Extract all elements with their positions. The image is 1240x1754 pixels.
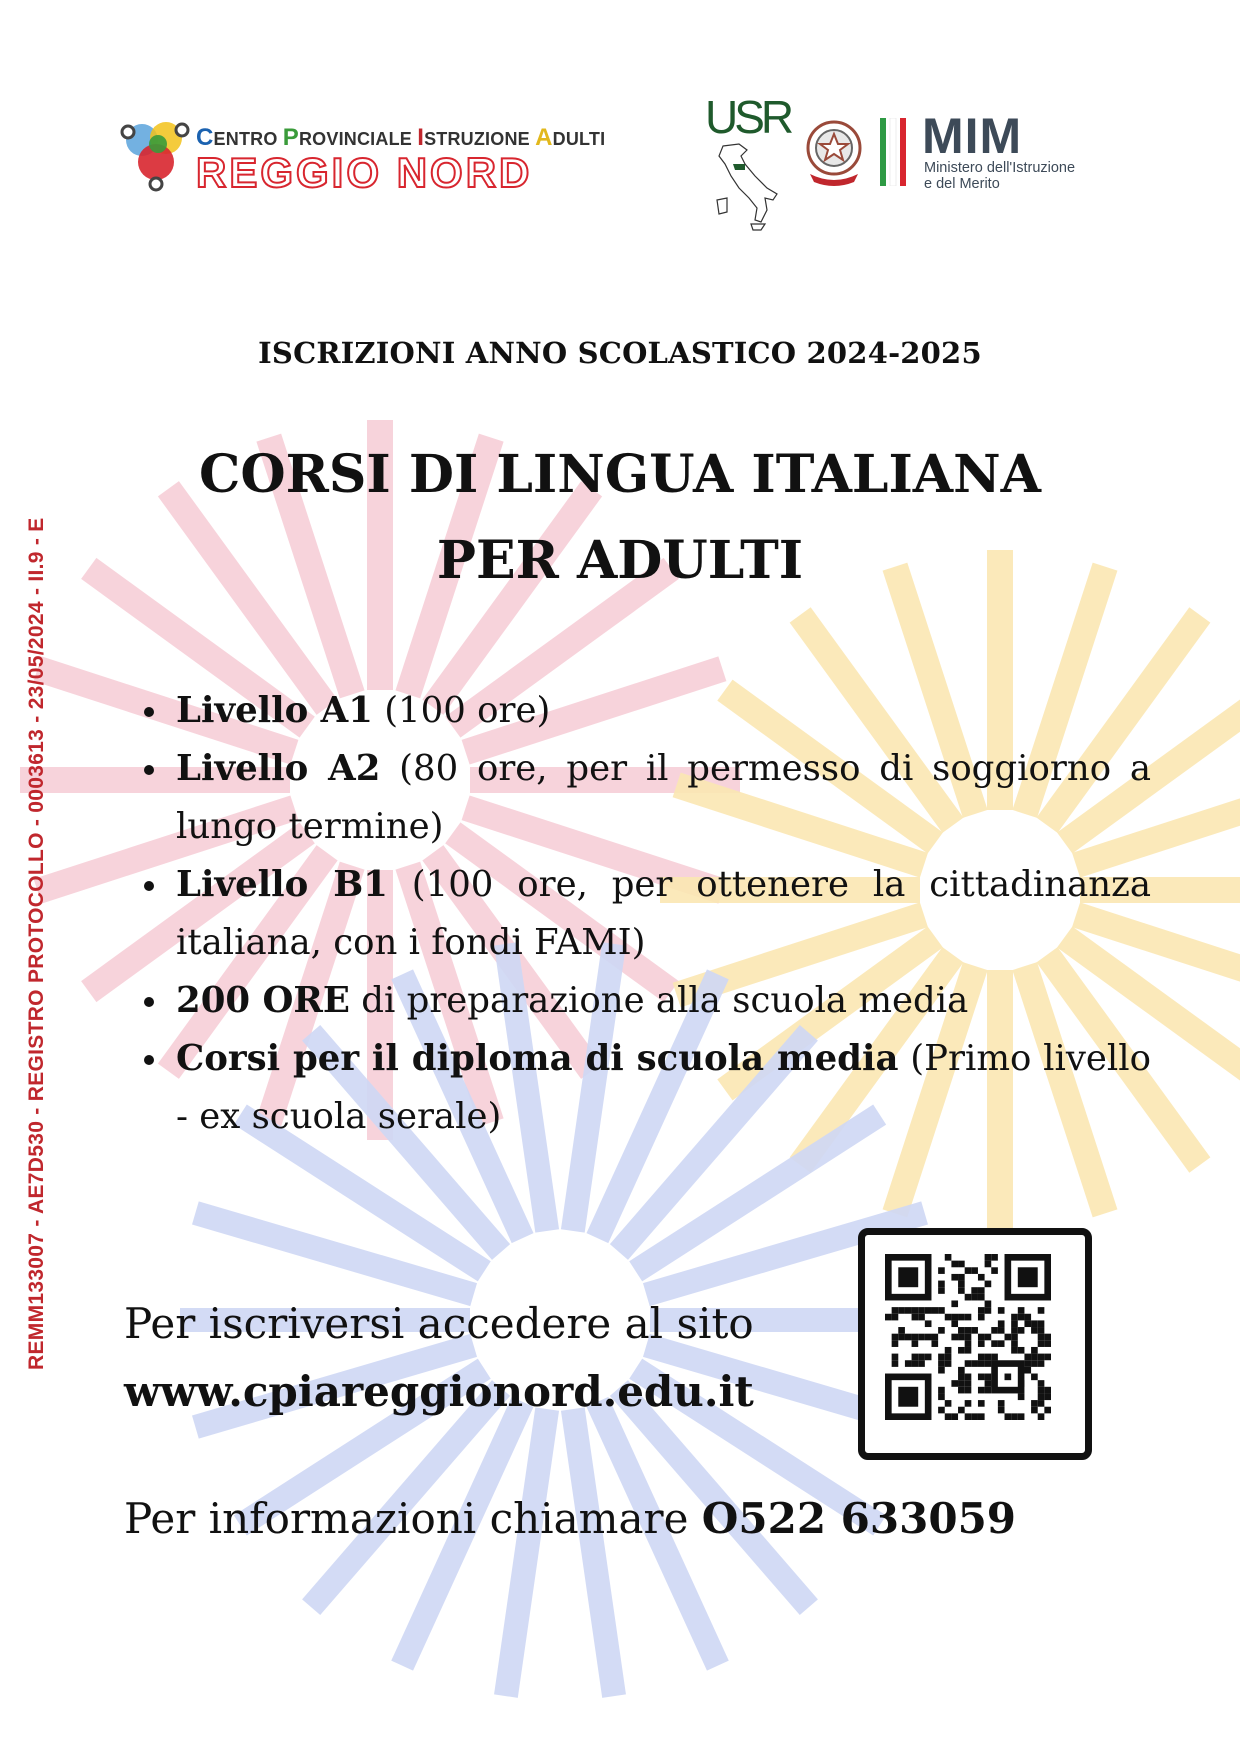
mim-fullname: Ministero dell'Istruzione e del Merito — [924, 160, 1076, 192]
qr-code[interactable] — [858, 1228, 1092, 1460]
phone-number[interactable]: O522 633059 — [701, 1494, 1017, 1543]
list-item: Livello A1 (100 ore) — [176, 682, 1151, 740]
list-item: Corsi per il diploma di scuola media (Primo livello - ex scuola serale) — [176, 1030, 1151, 1146]
usr-logo — [705, 91, 791, 232]
cpia-logo-icon — [118, 118, 194, 194]
cpia-name-line2: REGGIO NORD — [196, 149, 533, 196]
page-title: CORSI DI LINGUA ITALIANA PER ADULTI — [198, 444, 1042, 591]
enroll-text: Per iscriversi accedere al sito — [124, 1299, 754, 1348]
italian-flag-icon — [880, 118, 906, 186]
course-list — [142, 682, 1151, 1146]
website-link[interactable]: www.cpiareggionord.edu.it — [124, 1367, 754, 1416]
cpia-logo — [118, 118, 638, 198]
list-item: Livello A2 (80 ore, per il permesso di soggiorno a lungo termine) — [176, 740, 1151, 856]
italy-map-icon — [711, 142, 783, 232]
info-line: Per informazioni chiamare O522 633059 — [124, 1494, 1017, 1543]
protocol-stamp: REMM133007 - AE7D530 - REGISTRO PROTOCOLLO - 0003613 - 23/05/2024 - II.9 - E — [25, 517, 48, 1370]
enroll-instructions — [124, 1290, 824, 1426]
list-item: Livello B1 (100 ore, per ottenere la cittadinanza italiana, con i fondi FAMI) — [176, 856, 1151, 972]
qr-code-icon — [885, 1254, 1051, 1420]
cpia-name-line1: CENTRO PROVINCIALE ISTRUZIONE ADULTI — [196, 124, 606, 151]
list-item: 200 ORE di preparazione alla scuola media — [176, 972, 1151, 1030]
school-year-heading: ISCRIZIONI ANNO SCOLASTICO 2024-2025 — [258, 336, 982, 370]
usr-text: USR — [705, 91, 791, 143]
mim-acronym: MIM — [922, 108, 1023, 164]
mim-logo — [800, 108, 1130, 192]
republic-emblem-icon — [800, 116, 868, 188]
